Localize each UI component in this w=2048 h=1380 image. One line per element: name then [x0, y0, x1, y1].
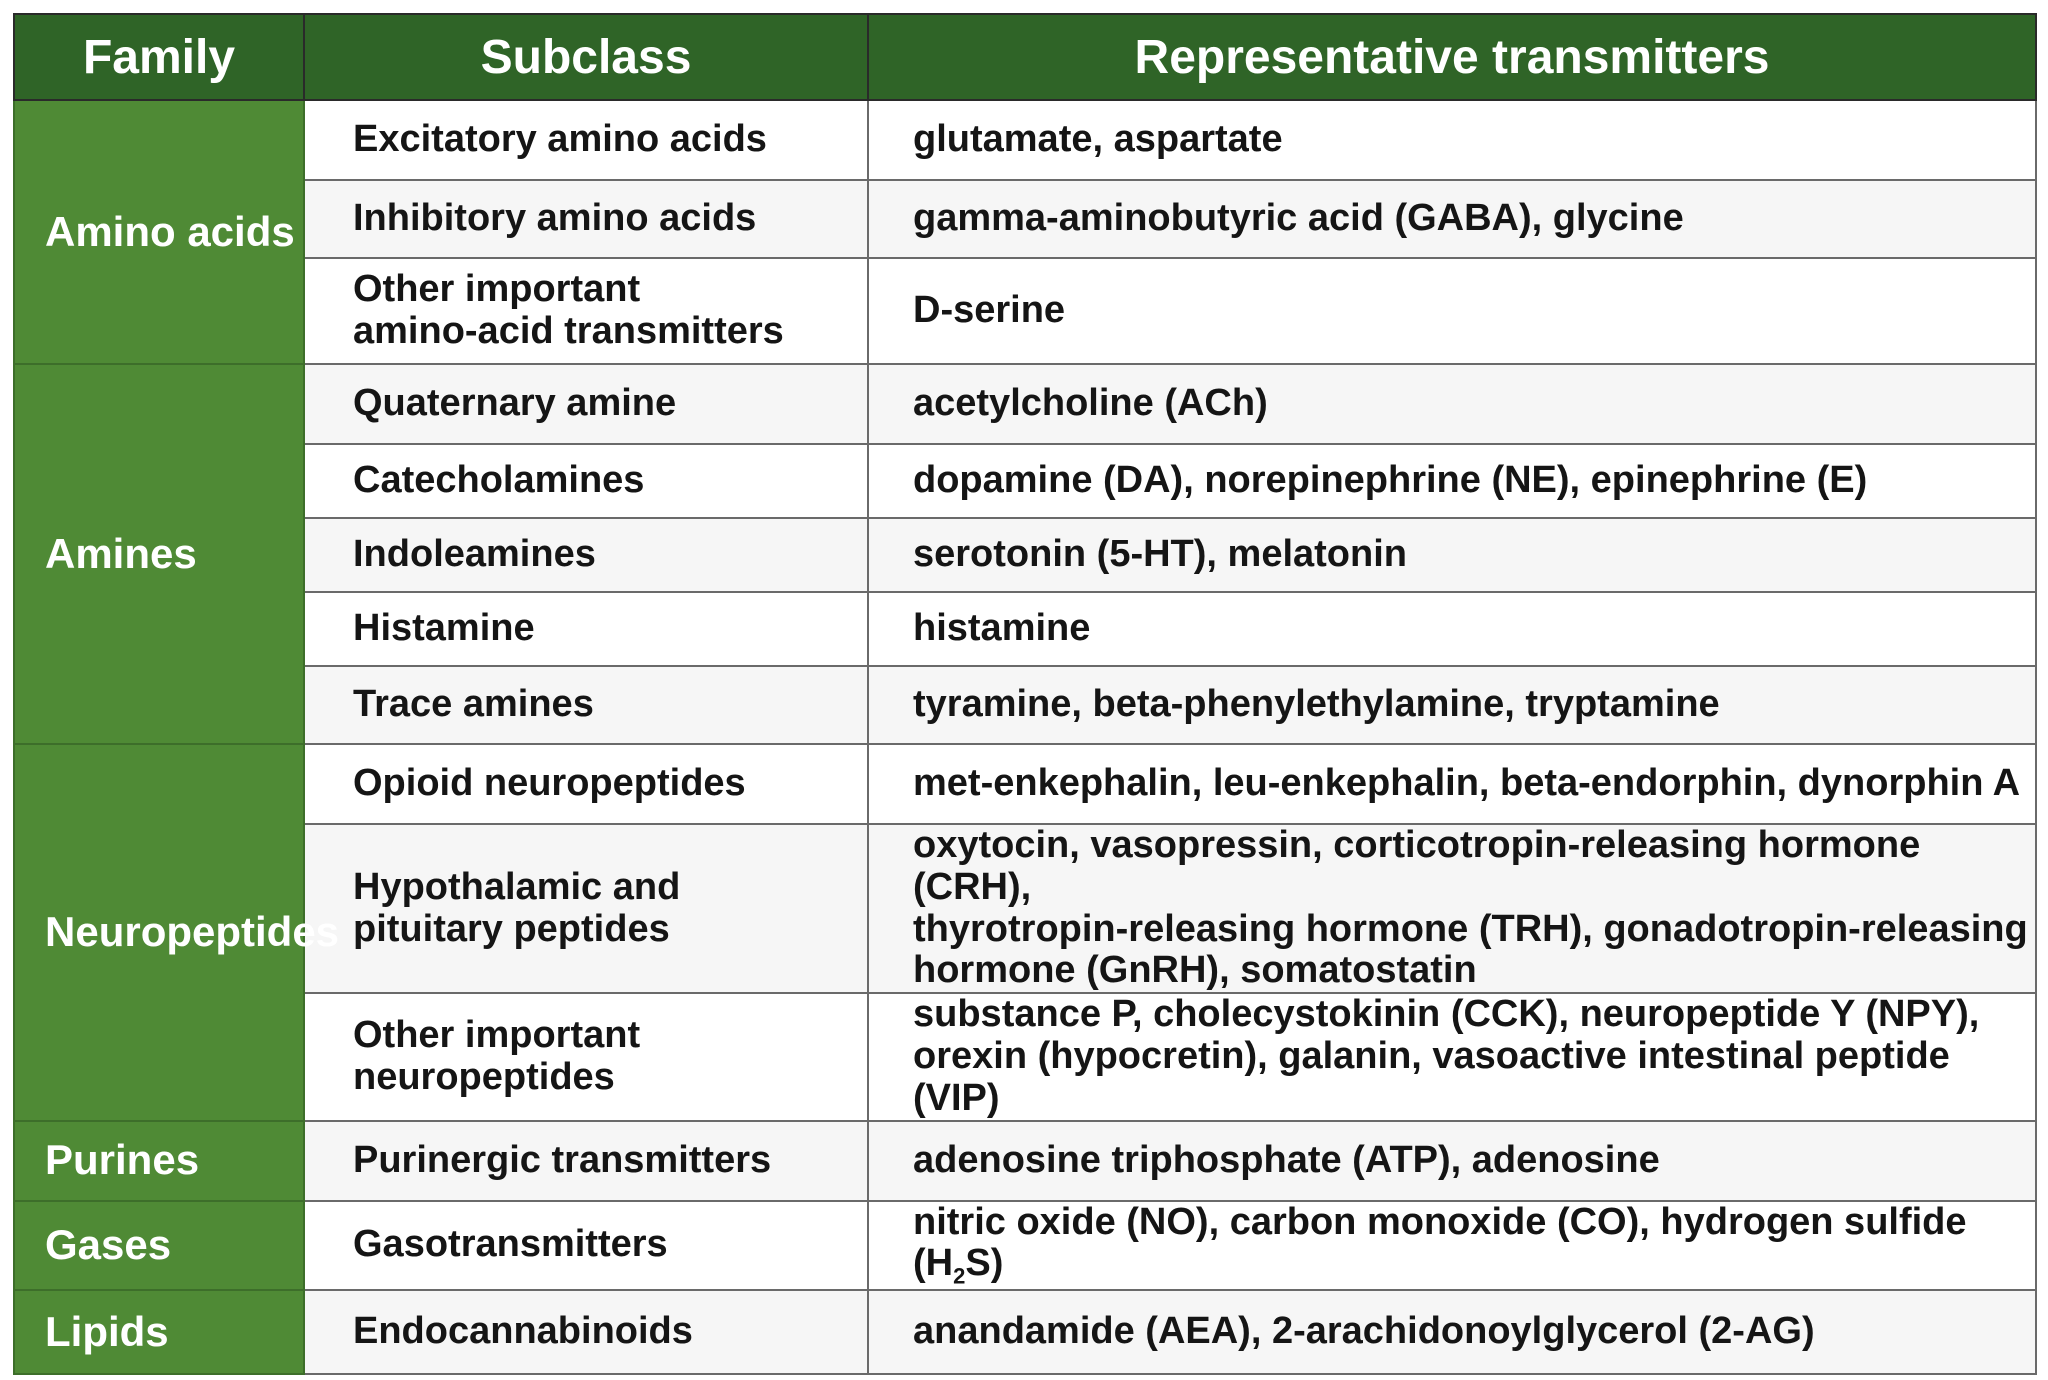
- subclass-cell: [304, 258, 868, 364]
- family-cell: Neuropeptides: [14, 744, 304, 1121]
- transmitters-line: hormone (GnRH), somatostatin: [913, 949, 1477, 992]
- subclass-line: Hypothalamic and: [353, 865, 681, 908]
- table-row: [14, 1290, 2036, 1374]
- family-cell: Amines: [14, 364, 304, 744]
- table-row: [14, 744, 2036, 824]
- transmitters-cell: [868, 824, 2036, 993]
- table-row: [14, 180, 2036, 258]
- table-row: [14, 993, 2036, 1120]
- table-row: [14, 1201, 2036, 1291]
- family-cell: Gases: [14, 1201, 304, 1291]
- transmitters-cell: serotonin (5-HT), melatonin: [868, 518, 2036, 592]
- family-cell: Purines: [14, 1121, 304, 1201]
- transmitters-text: nitric oxide (NO), carbon monoxide (CO), hydrogen sulfide (H: [913, 1200, 1967, 1285]
- transmitters-cell: dopamine (DA), norepinephrine (NE), epinephrine (E): [868, 444, 2036, 518]
- subclass-cell: Indoleamines: [304, 518, 868, 592]
- transmitters-cell: anandamide (AEA), 2-arachidonoylglycerol (2-AG): [868, 1290, 2036, 1374]
- neurotransmitter-table: [13, 13, 2037, 1375]
- subclass-cell: Quaternary amine: [304, 364, 868, 444]
- subclass-cell: Purinergic transmitters: [304, 1121, 868, 1201]
- table-row: [14, 666, 2036, 744]
- subclass-cell: [304, 824, 868, 993]
- subclass-line: Other important: [353, 1014, 641, 1057]
- subclass-cell: Trace amines: [304, 666, 868, 744]
- subclass-line: neuropeptides: [353, 1055, 615, 1098]
- table-row: [14, 444, 2036, 518]
- header-transmitters: Representative transmitters: [868, 14, 2036, 100]
- transmitters-cell: [868, 993, 2036, 1120]
- transmitters-cell: tyramine, beta-phenylethylamine, tryptamine: [868, 666, 2036, 744]
- subclass-cell: Catecholamines: [304, 444, 868, 518]
- subclass-cell: Excitatory amino acids: [304, 100, 868, 180]
- transmitters-cell: acetylcholine (ACh): [868, 364, 2036, 444]
- header-family: Family: [14, 14, 304, 100]
- transmitters-text: S): [965, 1242, 1004, 1285]
- transmitters-cell: D-serine: [868, 258, 2036, 364]
- transmitters-cell: histamine: [868, 592, 2036, 666]
- table-row: [14, 592, 2036, 666]
- subclass-cell: Histamine: [304, 592, 868, 666]
- transmitters-line: thyrotropin-releasing hormone (TRH), gonadotropin-releasing: [913, 907, 2028, 950]
- subclass-cell: [304, 993, 868, 1120]
- transmitters-line: oxytocin, vasopressin, corticotropin-releasing hormone (CRH),: [913, 824, 1921, 908]
- subclass-cell: Opioid neuropeptides: [304, 744, 868, 824]
- transmitter-table-container: [13, 13, 2035, 1357]
- transmitters-cell: adenosine triphosphate (ATP), adenosine: [868, 1121, 2036, 1201]
- transmitters-cell: gamma-aminobutyric acid (GABA), glycine: [868, 180, 2036, 258]
- table-row: [14, 518, 2036, 592]
- family-cell: Amino acids: [14, 100, 304, 364]
- subclass-cell: Inhibitory amino acids: [304, 180, 868, 258]
- transmitters-cell: glutamate, aspartate: [868, 100, 2036, 180]
- subclass-cell: Gasotransmitters: [304, 1201, 868, 1291]
- family-cell: Lipids: [14, 1290, 304, 1374]
- transmitters-cell: met-enkephalin, leu-enkephalin, beta-endorphin, dynorphin A: [868, 744, 2036, 824]
- table-row: [14, 258, 2036, 364]
- transmitters-line: substance P, cholecystokinin (CCK), neuropeptide Y (NPY),: [913, 993, 1980, 1036]
- subclass-line: pituitary peptides: [353, 907, 670, 950]
- transmitters-cell: [868, 1201, 2036, 1291]
- table-row: [14, 100, 2036, 180]
- table-row: [14, 364, 2036, 444]
- transmitters-line: orexin (hypocretin), galanin, vasoactive intestinal peptide (VIP): [913, 1034, 1950, 1119]
- subscript: 2: [953, 1263, 966, 1289]
- subclass-line: Other important: [353, 268, 641, 311]
- table-row: [14, 1121, 2036, 1201]
- header-subclass: Subclass: [304, 14, 868, 100]
- subclass-cell: Endocannabinoids: [304, 1290, 868, 1374]
- table-header-row: [14, 14, 2036, 100]
- subclass-line: amino-acid transmitters: [353, 310, 784, 352]
